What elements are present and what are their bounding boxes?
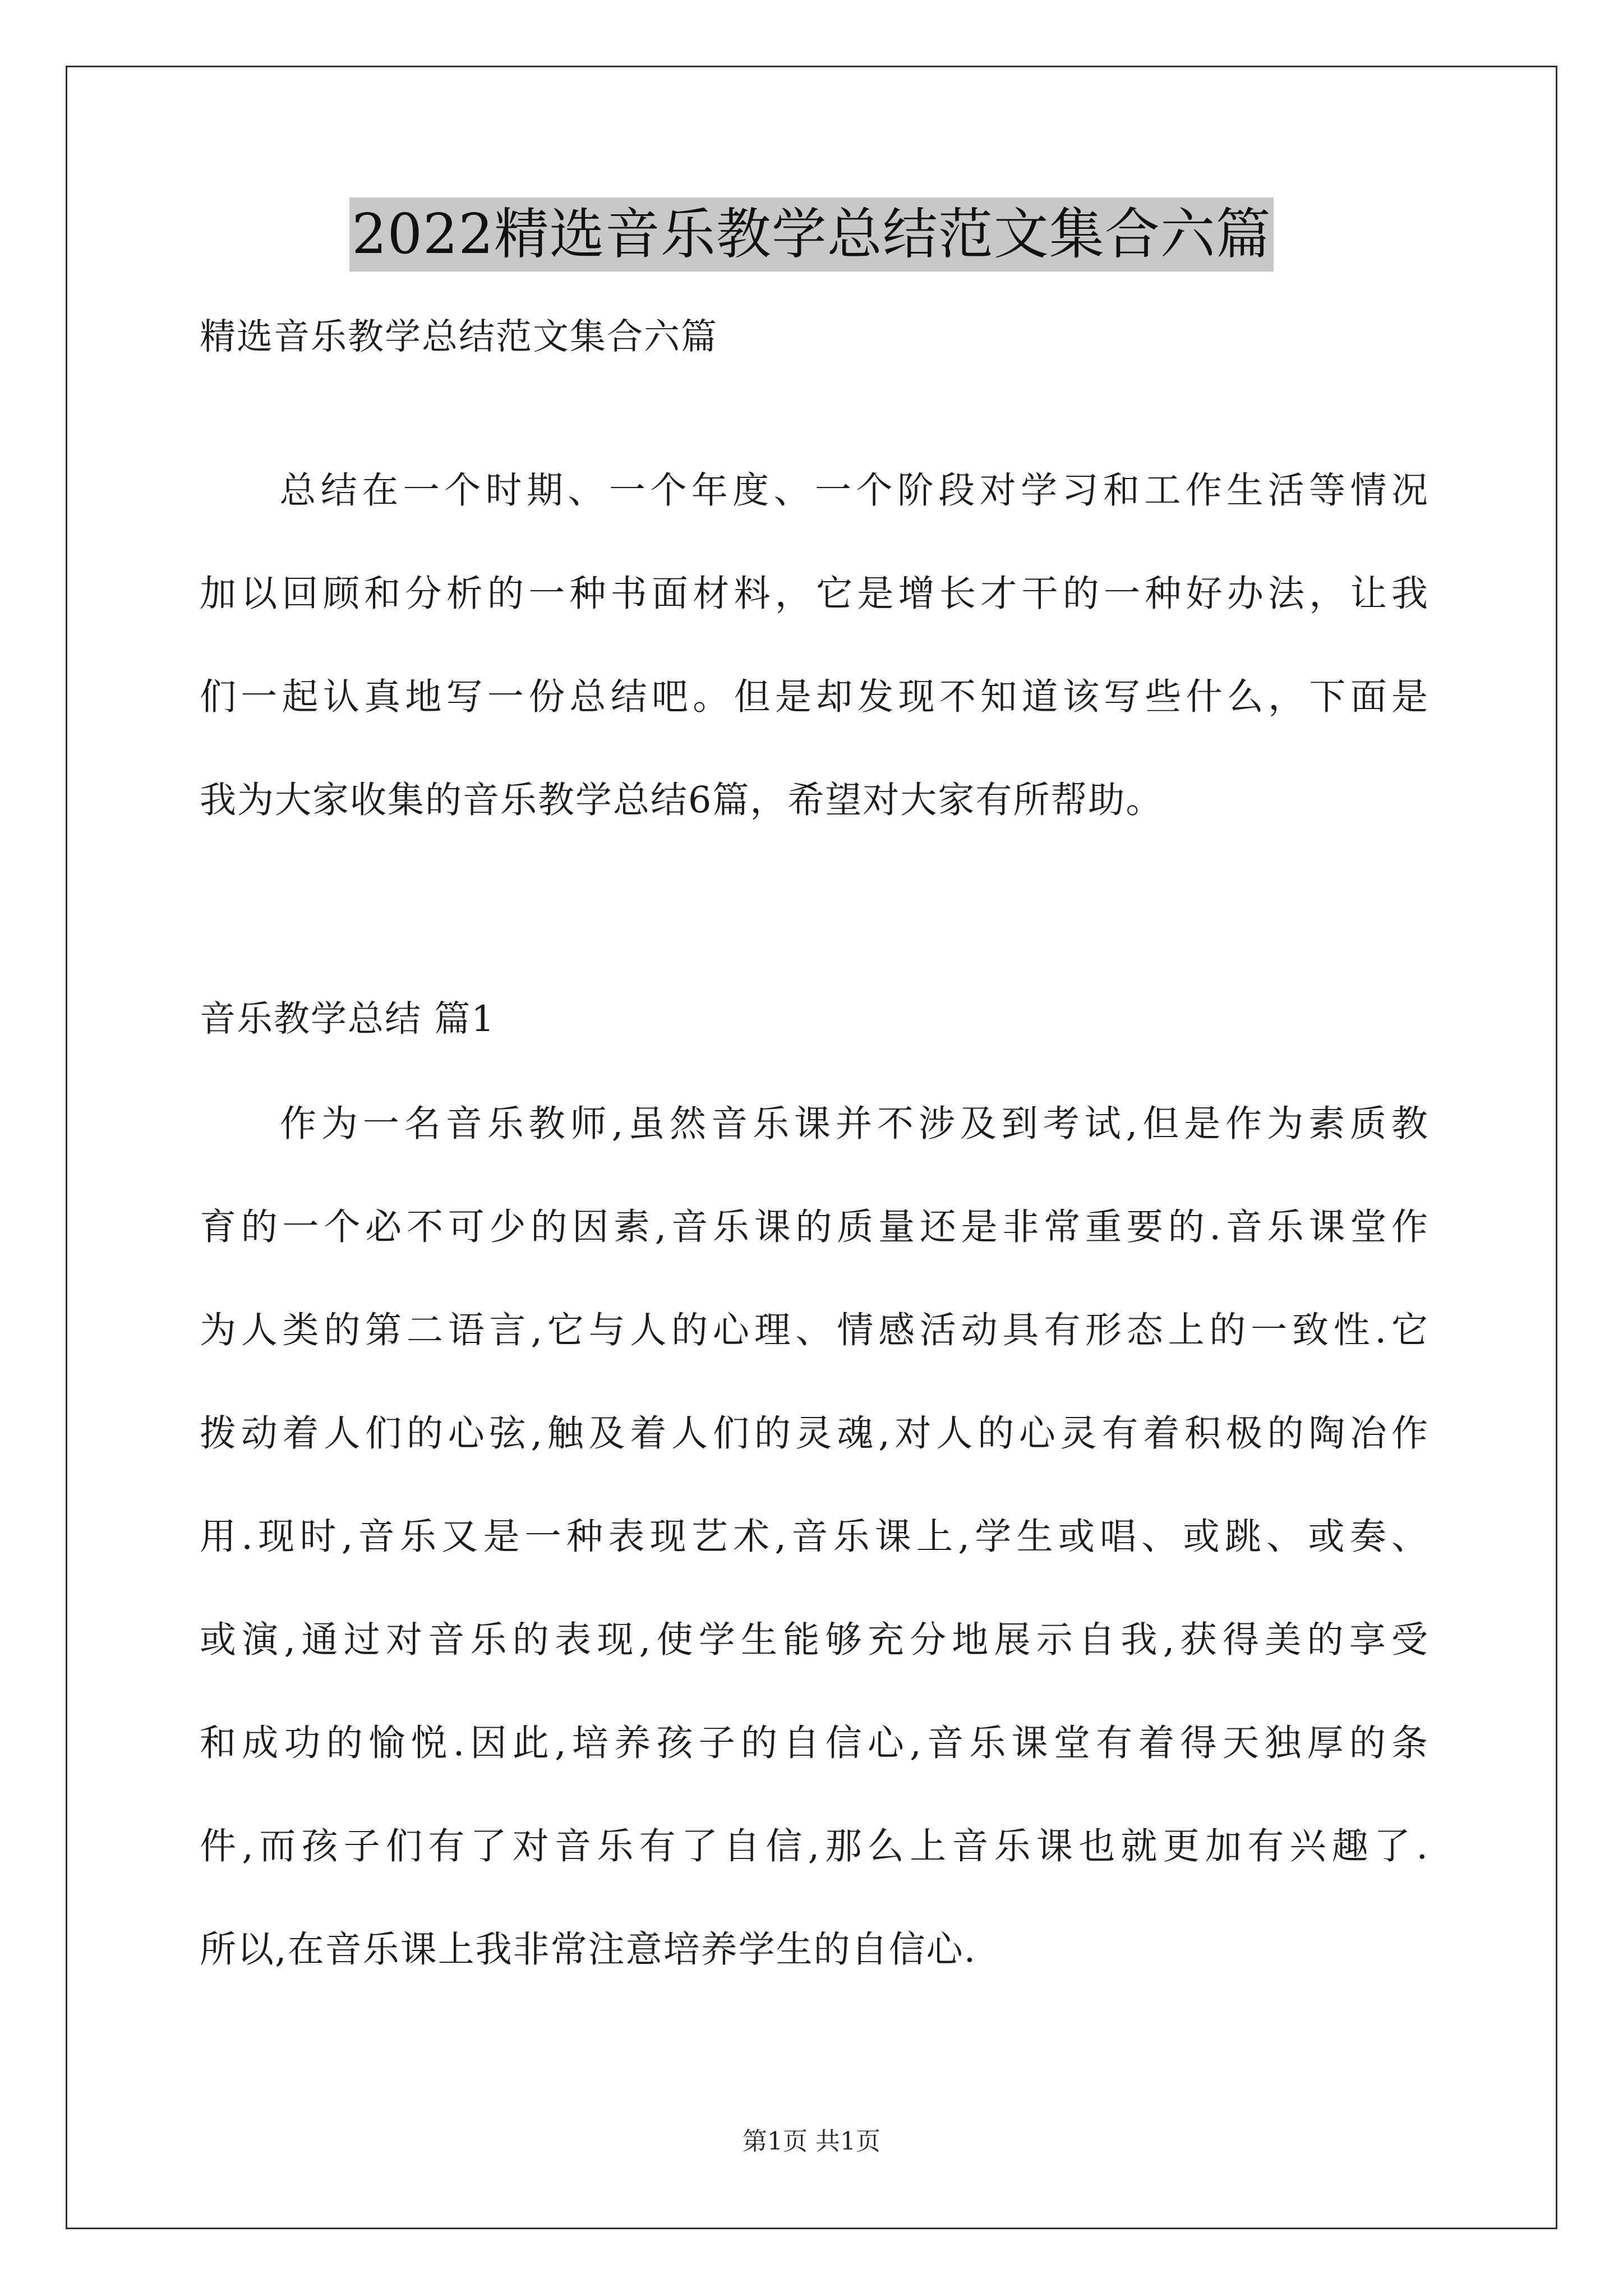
- section-heading: 音乐教学总结 篇1: [200, 999, 496, 1040]
- body-line: 育的一个必不可少的因素,音乐课的质量还是非常重要的.音乐课堂作: [200, 1206, 1429, 1248]
- body-paragraph: [200, 1073, 1429, 2001]
- document-subtitle: 精选音乐教学总结范文集合六篇: [200, 316, 718, 358]
- body-line: 和成功的愉悦.因此,培养孩子的自信心,音乐课堂有着得天独厚的条: [200, 1722, 1429, 1764]
- page-footer: 第1页 共1页: [743, 2127, 880, 2156]
- title-container: [0, 197, 1623, 272]
- intro-line: 们一起认真地写一份总结吧。但是却发现不知道该写些什么，下面是: [200, 676, 1429, 718]
- body-line: 为人类的第二语言,它与人的心理、情感活动具有形态上的一致性.它: [200, 1309, 1429, 1351]
- body-line: 用.现时,音乐又是一种表现艺术,音乐课上,学生或唱、或跳、或奏、: [200, 1516, 1429, 1558]
- intro-line: 加以回顾和分析的一种书面材料，它是增长才干的一种好办法，让我: [200, 573, 1429, 615]
- body-line: 作为一名音乐教师,虽然音乐课并不涉及到考试,但是作为素质教: [276, 1103, 1429, 1145]
- body-line: 拨动着人们的心弦,触及着人们的灵魂,对人的心灵有着积极的陶冶作: [200, 1412, 1429, 1455]
- body-line: 所以,在音乐课上我非常注意培养学生的自信心.: [200, 1929, 977, 1971]
- intro-line: 总结在一个时期、一个年度、一个阶段对学习和工作生活等情况: [276, 470, 1429, 512]
- intro-line: 我为大家收集的音乐教学总结6篇，希望对大家有所帮助。: [200, 779, 1164, 821]
- document-title: 2022精选音乐教学总结范文集合六篇: [349, 197, 1273, 272]
- body-line: 或演,通过对音乐的表现,使学生能够充分地展示自我,获得美的享受: [200, 1619, 1429, 1661]
- intro-paragraph: [200, 439, 1429, 852]
- body-line: 件,而孩子们有了对音乐有了自信,那么上音乐课也就更加有兴趣了.: [200, 1825, 1429, 1867]
